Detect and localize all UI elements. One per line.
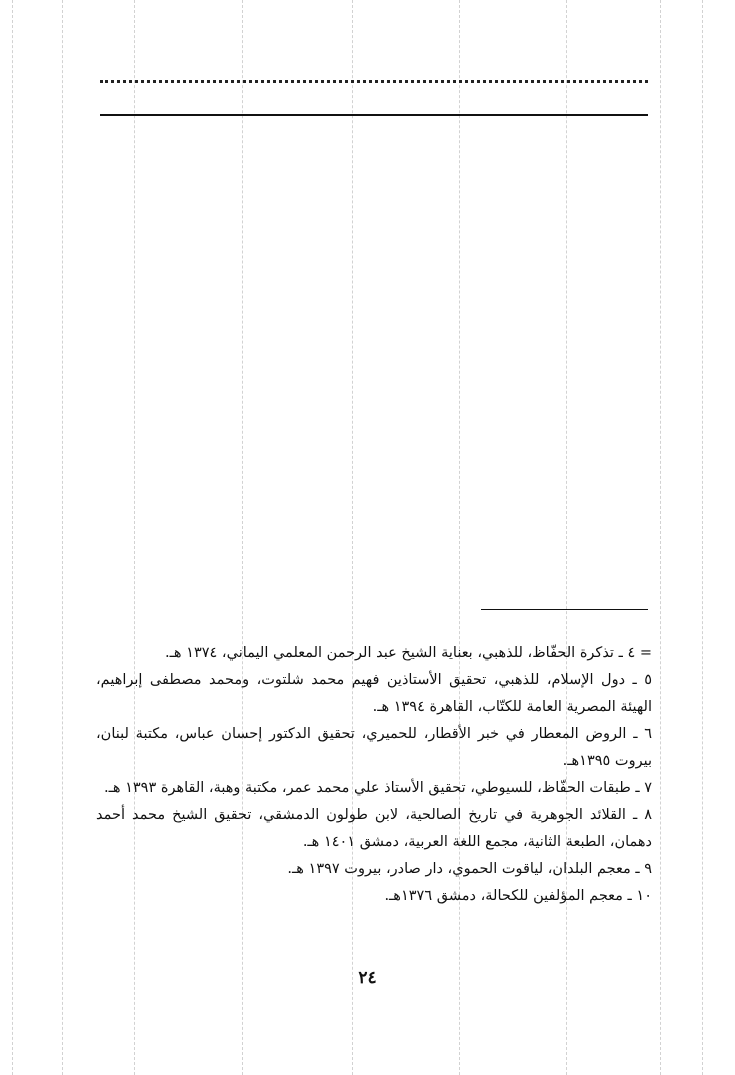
scan-guide-line [12,0,13,1075]
footnote-item: = ٤ ـ تذكرة الحفّاظ، للذهبي، بعناية الشيخ عبد الرحمن المعلمي اليماني، ١٣٧٤ هـ. [165,645,652,661]
scan-guide-line [702,0,703,1075]
header-solid-rule [100,114,648,116]
footnote-item: ٥ ـ دول الإسلام، للذهبي، تحقيق الأستاذين فهيم محمد شلتوت، ومحمد مصطفى إبراهيم، الهيئة المصرية العامة للكتّاب، القاهرة ١٣٩٤ هـ. [96,672,652,715]
footnotes-list [96,640,652,910]
footnote-item: ١٠ ـ معجم المؤلفين للكحالة، دمشق ١٣٧٦هـ. [384,888,652,904]
scan-guide-line [134,0,135,1075]
scan-guide-line [566,0,567,1075]
page-number: ٢٤ [358,968,377,988]
footnote-item: ٧ ـ طبقات الحفّاظ، للسيوطي، تحقيق الأستاذ علي محمد عمر، مكتبة وهبة، القاهرة ١٣٩٣ هـ. [103,780,652,796]
footnote-separator [481,609,648,610]
scan-guide-line [242,0,243,1075]
footnote-item: ٩ ـ معجم البلدان، لياقوت الحموي، دار صادر، بيروت ١٣٩٧ هـ. [287,861,652,877]
header-dotted-rule [100,80,648,83]
scan-guide-line [352,0,353,1075]
scan-guide-line [660,0,661,1075]
footnote-item: ٨ ـ القلائد الجوهرية في تاريخ الصالحية، لابن طولون الدمشقي، تحقيق الشيخ محمد أحمد دهمان، الطبعة الثانية، مجمع اللغة العربية، دمشق ١٤٠١ هـ. [96,807,652,850]
scan-guide-line [459,0,460,1075]
scan-guide-line [62,0,63,1075]
footnote-item: ٦ ـ الروض المعطار في خبر الأقطار، للحميري، تحقيق الدكتور إحسان عباس، مكتبة لبنان، بيروت ١٣٩٥هـ. [96,726,652,769]
